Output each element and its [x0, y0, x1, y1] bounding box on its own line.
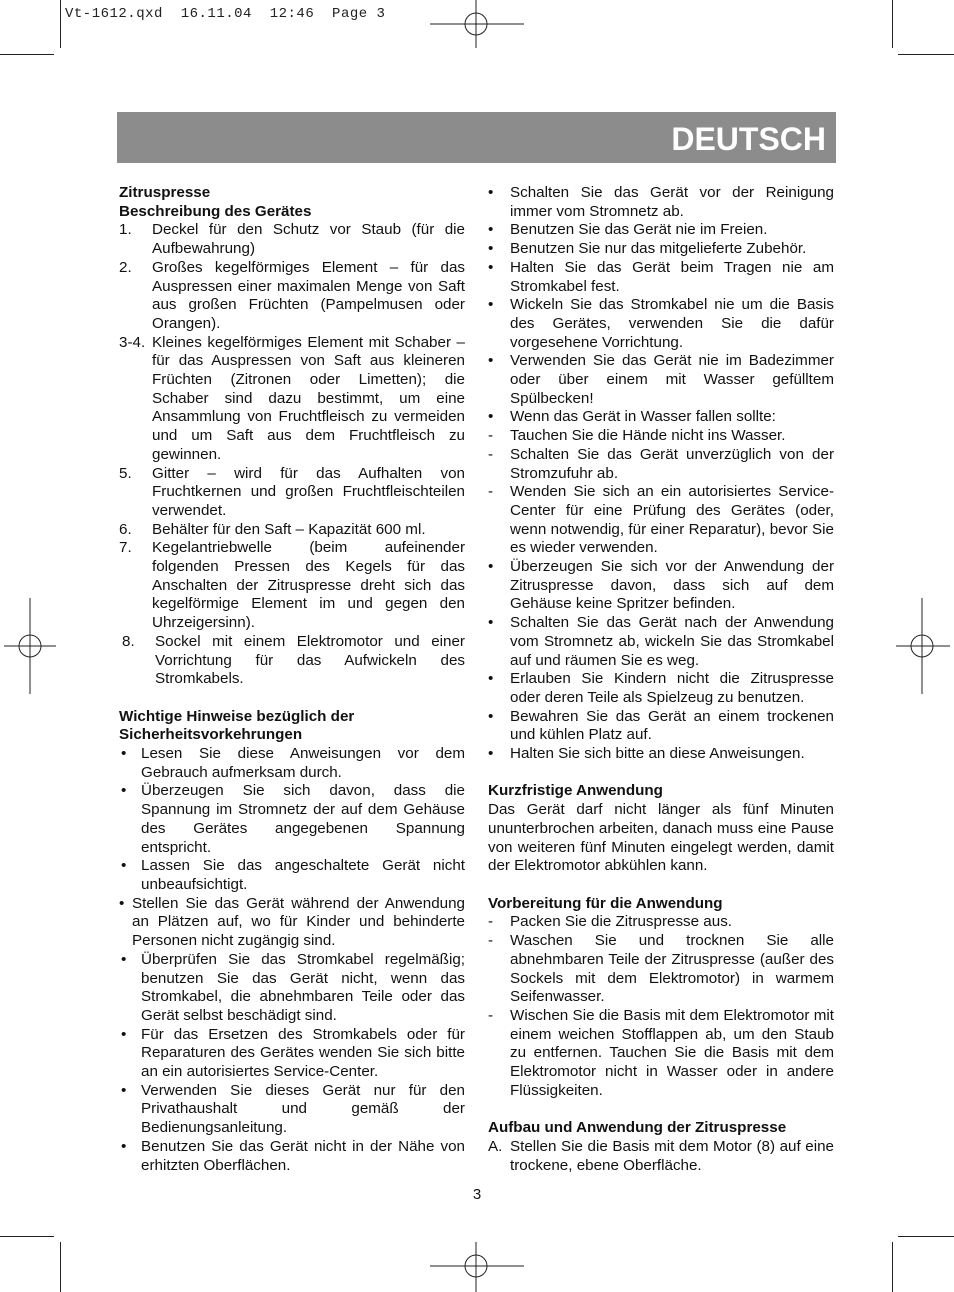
list-item: [119, 745, 465, 782]
list-text: Großes kegelförmiges Element – für das Auspressen einer maximalen Menge von Saft aus großen Früchten (Pampelmusen oder Orangen).: [152, 258, 465, 332]
right-column: [488, 184, 834, 1175]
list-marker: -: [488, 1006, 494, 1024]
assembly-heading: Aufbau und Anwendung der Zitruspresse: [488, 1119, 787, 1137]
short-use-paragraph: Das Gerät darf nicht länger als fünf Minuten ununterbrochen arbeiten, danach muss eine Pause von weiteren fünf Minuten eingelegt werden, damit der Elektromotor abkühlen kann.: [488, 801, 834, 875]
list-text: Stellen Sie die Basis mit dem Motor (8) auf eine trockene, ebene Oberfläche.: [510, 1137, 834, 1174]
print-header-stamp: Vt-1612.qxd 16.11.04 12:46 Page 3: [65, 6, 386, 22]
list-text: Wenn das Gerät in Wasser fallen sollte:: [510, 408, 776, 426]
bullet-icon: •: [121, 745, 127, 763]
list-text: Deckel für den Schutz vor Staub (für die Aufbewahrung): [152, 221, 465, 258]
list-marker: •: [488, 707, 494, 725]
list-item: [488, 408, 834, 427]
list-item: [488, 745, 834, 764]
bullet-icon: •: [121, 857, 127, 875]
language-banner-label: DEUTSCH: [671, 121, 826, 157]
description-heading: Beschreibung des Gerätes: [119, 202, 312, 220]
list-text: Wenden Sie sich an ein autorisiertes Service-Center für eine Prüfung des Gerätes (oder, wenn notwendig, für einer Reparatur), bevor Sie es wieder verwenden.: [510, 483, 834, 557]
list-item: [488, 446, 834, 483]
list-item: [488, 259, 834, 296]
list-item: [119, 1026, 465, 1082]
registration-mark-right: [894, 598, 954, 694]
list-text: Schalten Sie das Gerät nach der Anwendung vom Stromnetz ab, wickeln Sie das Stromkabel auf und räumen Sie es weg.: [510, 614, 834, 669]
list-item: [119, 951, 465, 1026]
list-text: Bewahren Sie das Gerät an einem trockenen und kühlen Platz auf.: [510, 707, 834, 744]
list-text: Erlauben Sie Kindern nicht die Zitruspresse oder deren Teile als Spielzeug zu benutzen.: [510, 670, 834, 706]
list-item: [119, 857, 465, 894]
list-item: [119, 895, 465, 951]
list-text: Halten Sie das Gerät beim Tragen nie am Stromkabel fest.: [510, 258, 834, 295]
list-item: [488, 708, 834, 745]
list-item: [119, 1082, 465, 1138]
list-item: [488, 558, 834, 614]
list-marker: •: [488, 240, 494, 258]
list-marker: -: [488, 483, 494, 501]
list-item: [119, 782, 465, 857]
list-text: Stellen Sie das Gerät während der Anwendung an Plätzen auf, wo für Kinder und behinderte Personen nicht zugängig sind.: [132, 894, 465, 950]
list-marker: •: [488, 614, 494, 632]
list-text: Gitter – wird für das Aufhalten von Fruchtkernen und großen Fruchtfleischteilen verwendet.: [152, 464, 465, 519]
list-marker: -: [488, 445, 494, 463]
list-item: [488, 932, 834, 1007]
list-text: Wickeln Sie das Stromkabel nie um die Basis des Gerätes, verwenden Sie die dafür vorgesehene Vorrichtung.: [510, 296, 834, 351]
list-marker: •: [488, 352, 494, 370]
language-banner: [117, 112, 836, 163]
list-text: Überzeugen Sie sich vor der Anwendung der Zitruspresse davon, dass sich auf dem Gehäuse keine Spritzer befinden.: [510, 558, 834, 613]
list-marker: •: [488, 184, 494, 201]
bullet-icon: •: [121, 950, 127, 968]
list-marker: 1.: [119, 221, 132, 239]
bullet-icon: •: [121, 1081, 127, 1099]
list-text: Benutzen Sie das Gerät nicht in der Nähe von erhitzten Oberflächen.: [141, 1137, 465, 1174]
list-text: Wischen Sie die Basis mit dem Elektromotor mit einem weichen Stofflappen ab, um den Staub zu entfernen. Tauchen Sie die Basis mit dem Elektromotor nicht in Wasser oder in andere Flüssigkeiten.: [510, 1006, 834, 1099]
list-marker: •: [488, 408, 494, 426]
list-marker: •: [488, 670, 494, 688]
list-item: [119, 521, 465, 540]
list-marker: 2.: [119, 258, 132, 276]
list-text: Verwenden Sie das Gerät nie im Badezimmer oder über einem mit Wasser gefülltem Spülbecken!: [510, 352, 834, 407]
list-text: Tauchen Sie die Hände nicht ins Wasser.: [510, 427, 786, 445]
list-text: Überzeugen Sie sich davon, dass die Spannung im Stromnetz der auf dem Gehäuse des Gerätes angegebenen Spannung entspricht.: [141, 782, 465, 856]
list-text: Waschen Sie und trocknen Sie alle abnehmbaren Teile der Zitruspresse (außer des Sockels mit dem Elektromotor) in warmem Seifenwasser.: [510, 932, 834, 1006]
list-text: Verwenden Sie dieses Gerät nur für den Privathaushalt und gemäß der Bedienungsanleitung.: [141, 1081, 465, 1137]
list-item: [119, 539, 465, 633]
list-text: Kleines kegelförmiges Element mit Schaber – für das Auspressen von Saft aus kleineren Früchten (Zitronen oder Limetten); die Schaber sind dazu bestimmt, um eine Ansammlung von Fruchtfleisch zu vermeiden und um Saft aus dem Fruchtfleisch zu gewinnen.: [152, 333, 465, 463]
list-item: [488, 614, 834, 670]
bullet-icon: •: [121, 1137, 127, 1155]
list-marker: 5.: [119, 464, 132, 482]
list-item: [488, 1138, 834, 1175]
list-text: Lassen Sie das angeschaltete Gerät nicht unbeaufsichtigt.: [141, 857, 465, 893]
list-marker: 7.: [119, 539, 132, 557]
list-item: [488, 184, 834, 221]
list-text: Überprüfen Sie das Stromkabel regelmäßig; benutzen Sie das Gerät nicht, wenn das Stromkabel, die abnehmbaren Teile oder das Gerät selbst beschädigt sind.: [141, 950, 465, 1024]
list-text: Kegelantriebwelle (beim aufeinender folgenden Pressen des Kegels für das Anschalten der Zitruspresse dreht sich das kegelförmige Element im und gegen den Uhrzeigersinn).: [152, 539, 465, 632]
list-text: Benutzen Sie das Gerät nie im Freien.: [510, 221, 768, 239]
list-text: Halten Sie sich bitte an diese Anweisungen.: [510, 745, 805, 763]
list-item: [119, 221, 465, 258]
list-item: [488, 1007, 834, 1101]
registration-mark-left: [0, 598, 60, 694]
list-text: Behälter für den Saft – Kapazität 600 ml.: [152, 520, 426, 538]
bullet-icon: •: [121, 782, 127, 800]
product-title: Zitruspresse: [119, 184, 211, 201]
list-item: [488, 240, 834, 259]
list-marker: -: [488, 932, 494, 950]
list-item: [119, 334, 465, 465]
list-text: Für das Ersetzen des Stromkabels oder für Reparaturen des Gerätes wenden Sie sich bitte an ein autorisiertes Service-Center.: [141, 1025, 465, 1081]
list-marker: A.: [488, 1137, 503, 1155]
list-item: [488, 296, 834, 352]
safety-heading-line-2: Sicherheitsvorkehrungen: [119, 726, 303, 744]
bullet-icon: •: [119, 894, 125, 912]
left-column: [119, 184, 465, 1175]
list-item: [119, 259, 465, 334]
list-marker: 3-4.: [119, 333, 146, 351]
list-text: Benutzen Sie nur das mitgelieferte Zubehör.: [510, 240, 807, 258]
registration-mark-bottom: [430, 1242, 524, 1292]
short-use-heading: Kurzfristige Anwendung: [488, 782, 663, 800]
preparation-heading: Vorbereitung für die Anwendung: [488, 894, 723, 912]
list-marker: •: [488, 258, 494, 276]
list-marker: 6.: [119, 520, 132, 538]
list-item: [488, 427, 834, 446]
list-item: [119, 1138, 465, 1175]
list-marker: •: [488, 745, 494, 763]
safety-heading-line-1: Wichtige Hinweise bezüglich der: [119, 707, 355, 725]
page-number: 3: [472, 1186, 482, 1203]
list-item: [119, 465, 465, 521]
registration-mark-top: [430, 0, 524, 50]
list-item: [488, 221, 834, 240]
list-marker: -: [488, 913, 494, 931]
list-text: Schalten Sie das Gerät unverzüglich von der Stromzufuhr ab.: [510, 445, 834, 482]
list-marker: •: [488, 221, 494, 239]
list-text: Packen Sie die Zitruspresse aus.: [510, 913, 733, 931]
list-item: [488, 913, 834, 932]
list-text: Schalten Sie das Gerät vor der Reinigung immer vom Stromnetz ab.: [510, 184, 834, 220]
list-item: [488, 483, 834, 558]
list-text: Sockel mit einem Elektromotor und einer Vorrichtung für das Aufwickeln des Stromkabels.: [155, 632, 465, 688]
list-item: [488, 670, 834, 707]
list-item: [488, 352, 834, 408]
list-marker: •: [488, 558, 494, 576]
list-marker: 8.: [122, 632, 135, 650]
list-marker: •: [488, 296, 494, 314]
bullet-icon: •: [121, 1025, 127, 1043]
list-item: [119, 633, 465, 689]
list-marker: -: [488, 427, 494, 445]
list-text: Lesen Sie diese Anweisungen vor dem Gebrauch aufmerksam durch.: [141, 745, 465, 781]
